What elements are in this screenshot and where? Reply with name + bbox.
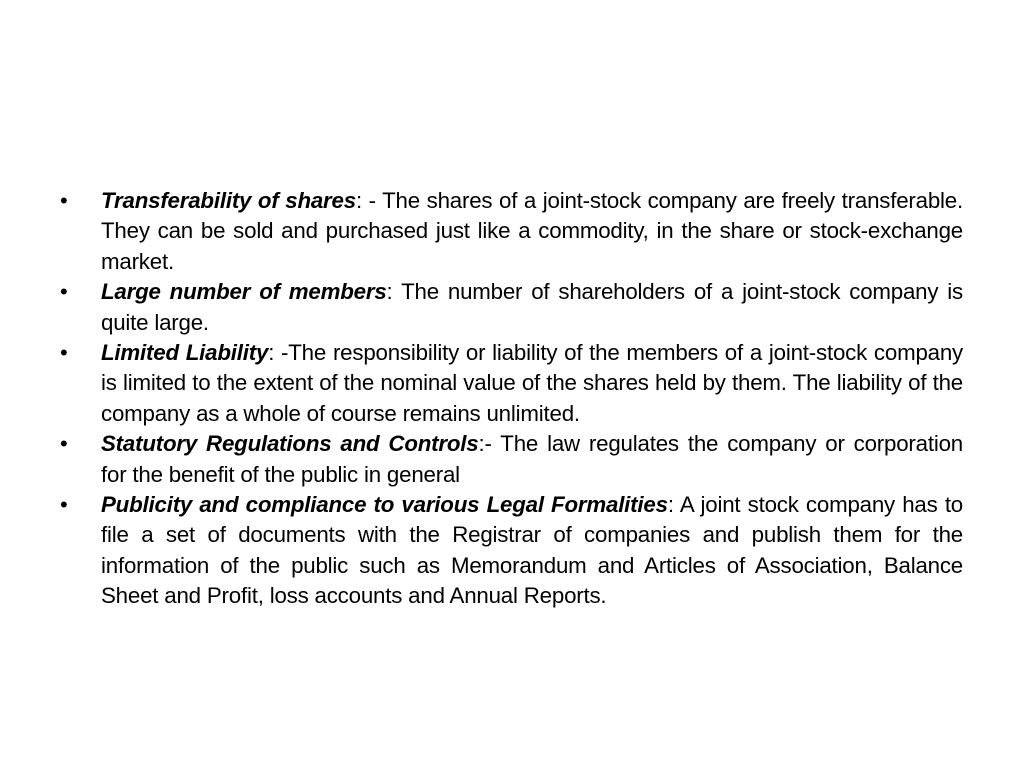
bullet-text: The number of shareholders of a joint-stock company is quite large. xyxy=(101,279,963,335)
bullet-item-members xyxy=(60,277,963,338)
bullet-term: Limited Liability xyxy=(101,340,269,366)
bullet-term: Large number of members xyxy=(101,279,387,305)
bullet-separator: : - xyxy=(355,188,383,213)
bullet-separator: :- xyxy=(478,431,501,457)
bullet-text: The law regulates the company or corporation for the benefit of the public in general xyxy=(101,431,963,487)
bullet-term: Publicity and compliance to various Legal Formalities xyxy=(101,492,668,518)
bullet-text: The responsibility or liability of the members of a joint-stock company is limited to the extent of the nominal value of the shares held by them. The liability of the company as a whole of course remains unlimited. xyxy=(101,340,963,426)
bullet-item-statutory-regulations xyxy=(60,429,963,490)
bullet-marker-icon: • xyxy=(60,431,68,457)
bullet-separator: : xyxy=(386,279,402,305)
bullet-separator: : - xyxy=(268,340,289,366)
bullet-marker-icon: • xyxy=(60,340,68,366)
bullet-list xyxy=(60,186,963,612)
bullet-term: Transferability of shares xyxy=(101,188,356,213)
bullet-item-transferability xyxy=(60,186,963,277)
bullet-text: A joint stock company has to file a set of documents with the Registrar of companies and publish them for the information of the public such as Memorandum and Articles of Association, Balance Sheet and Profit, loss accounts and Annual Reports. xyxy=(101,492,964,609)
bullet-item-limited-liability xyxy=(60,338,963,429)
bullet-term: Statutory Regulations and Controls xyxy=(101,431,479,457)
bullet-item-publicity xyxy=(60,490,963,612)
bullet-separator: : xyxy=(667,492,680,518)
bullet-marker-icon: • xyxy=(60,279,68,305)
bullet-marker-icon: • xyxy=(60,188,68,213)
bullet-text: The shares of a joint-stock company are freely transferable. They can be sold and purchased just like a commodity, in the share or stock-exchange market. xyxy=(101,188,963,274)
bullet-marker-icon: • xyxy=(60,492,68,518)
